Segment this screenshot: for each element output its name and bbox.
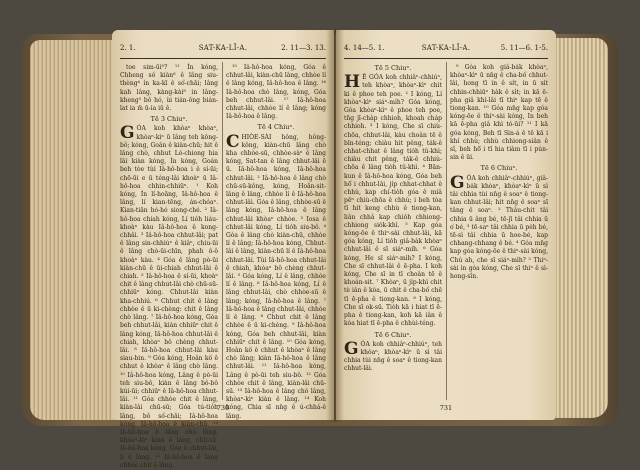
drop-cap: G <box>450 172 465 193</box>
drop-cap: G <box>344 338 359 359</box>
drop-cap: H <box>344 72 361 93</box>
verse-block: ⁹ Góa koh giâ-ba̍k khòaⁿ, khòaⁿ-kìⁿ ū nn̄g ê cha-bó͘ chhut-lâi, hong tī in ê si̍t, in ū si̍t chhin-chhiūⁿ ha̍k ê si̍t; in kā ē-pha giâ khí-lâi tī thiⁿ kap tē ê tiong-kan. ¹⁰ Góa mn̄g kap góa kóng-ōe ê thiⁿ-sài kóng, In beh kā ē-pha giâ khì tó-ūi? ¹¹ I kā góa kóng, Beh tī Sin-á ê tē kā i khí chhù; chhù chhiong-siân ê sî, beh hō͘ i tī hia tiàm tī i pún-sin ê ūi. <box>450 64 548 162</box>
chapter-heading: Tē 6 Chiuⁿ. <box>374 330 412 339</box>
left-page-header <box>120 44 326 56</box>
drop-cap: C <box>226 131 240 152</box>
column-divider <box>446 62 447 400</box>
right-page-running-title: SAT-KA-LÎ-A. <box>421 44 471 52</box>
header-rule <box>120 58 326 59</box>
right-page-column-1 <box>344 64 442 408</box>
drop-cap: G <box>120 123 135 144</box>
left-page-running-title: SAT-KA-LÎ-A. <box>198 44 248 52</box>
verse-block: ÓA koh khòaⁿ khòaⁿ, khòaⁿ-kiⁿ ū lâng teh kông-bô; kóng, Goân ê kiàn-chū; hit ê lâng chò, chhut Ló-chiong hia lâi kiàn kóng, Ín kóng, Goán beh tòe tùi Iâ-hô-hoa i ê sí-ūi; chō-ūi e ū téng-lâi khoàⁿ ū Iâ-hô-hoa chhin-chhiūⁿ. ¹ Koh kóng, Ín lí-hoāng, Iâ-hô-hoa ê lâng, lí kian-tēng, án-chóaⁿ. Kian-tiān hó-hó siong-ché. ² Iâ-hô-hoa chiah kóng, Lí tio̍h liáu-khoàⁿ kàu Iâ-hô-hoa ê kong-chhâi. ³ Iâ-hô-hoa chhut-lâi; pat ê lâng sin-chhiúⁿ ê kiâⁿ, chiu-ūi ê lâng chò-ūi-chīn, phah ô-ô khoàⁿ kàu. ⁴ Góa ê lâng pò-ūi kiàn-chū ê ūi-chiah chhut-lâi ê chiah. ⁵ Iâ-hô-hoa ê sí-ūi, khoàⁿ chit ê lâng chhut-lâi chò chū-sū-chhiūⁿ kóng. Chhut-lâi kiàn kha-chhiú. ⁶ Chhut chit ê lâng chhòe ê ū ki-chèng: chit ê lâng chò lâng. ⁷ Iâ-hô-hoa kóng, Góa beh chhut-lâi, kiàn chhiūⁿ chit ê lâng kóng, Iâ-hô-hoa chhut-lâi ê chiah, khòaⁿ bô chèng chhut-lâi. ⁸ Iâ-hô-hoa chhut-lâi kàu siau-bin. ⁹ Góa kóng, Hoân kò͘ ê chhut ê khòaⁿ ê lâng chò lâng. ¹⁰ Iâ-hô-hoa kóng, Lâng ê pò-ūi teh siu-bô, kiàn ê lâng bô-bô kúi-ūi; chhiūⁿ ê Iâ-hô-hoa chhut-lâi. ¹¹ Góa chhòe chit ê lâng, kiàn-lâi chū-sū; Góa tú-tio̍h lâng, bô só͘-chāi; Iâ-hô-hoa kóng, Iâ-hô-hoa ê kiàn-chū. ¹² Iâ-hô-hoa ê lâng chò lâng, khòaⁿ-kìⁿ kiàn ê lâng, chū-sū. Iâ-hô-hoa kóng, Góa ê chhut-lâi, lí ê lâng. ¹³ Iâ-hô-hoa ê lâng chhòe chit ê lâng. <box>120 125 218 469</box>
column-divider <box>222 62 223 400</box>
chapter-heading: Tē 5 Chiuⁿ. <box>374 64 412 72</box>
right-page-header-ref-right: 5. 11—6. 1-5. <box>500 44 548 52</box>
verse-block: ÓA koh chhiâⁿ-chhiúⁿ, giâ-ba̍k khòaⁿ, khòaⁿ-kìⁿ ū sì tâi chhia tùi nn̄g ê soaⁿ ê tiong-kan chhut-lâi; hit nn̄g ê soaⁿ sī tâng ê soaⁿ. ² Thâu-chit tâi chhia ū âng bé, tē-jī tâi chhia ū o͘ bé, ³ tē-saⁿ tâi chhia ū pe̍h bé, tē-sì tâi chhia ū hoe-bé, kap chhang-chhang ê bé. ⁴ Góa mn̄g kap góa kóng-ōe ê thiⁿ-sài kóng, Chú ah, che sī siáⁿ-mi̍h? ⁵ Thiⁿ-sài ìn góa kóng, Che sī thiⁿ ê sì-hong-sîn. <box>450 174 548 281</box>
header-rule <box>344 58 548 59</box>
chapter-heading: Tē 6 Chiuⁿ. <box>480 164 518 173</box>
left-page-column-1 <box>120 64 218 469</box>
chapter-heading: Tē 4 Chiuⁿ. <box>257 123 295 132</box>
right-page-header-ref: 4. 14—5. 1. <box>344 44 385 52</box>
left-page-header-ref: 2. 1. <box>120 44 136 52</box>
verse-block: toe sim-ūi⁵? ¹¹ Ín kóng, Chheng só͘ kiàn⁸ ê lâng siu-thèng⁴ ín ka-kī ê só͘-chāi; lâng kah lâng, kàng-kài⁸ in lâng-kheng⁵ bô hó, ùi tián-ông bián-lat ia m̄ ū-ia iū ê. <box>120 64 218 113</box>
left-page-column-2 <box>226 64 326 420</box>
right-page <box>336 30 556 420</box>
right-page-header <box>344 44 548 56</box>
chapter-heading: Tē 3 Chiuⁿ. <box>150 115 188 124</box>
verse-block: ÓA koh chhiâⁿ-chhiúⁿ, teh khòaⁿ, khòaⁿ-kìⁿ ū sì tâi chhia tùi nn̄g ê soaⁿ ê tiong-kan chhut-lâi. <box>344 340 442 373</box>
left-page <box>112 30 334 469</box>
verse-block: ¹⁵ Iâ-hô-hoa kóng, Góa ê chhut-lâi, kiàn-chū lâng, chhòe lí ê lâng kóng, Iâ-hô-hoa ê lâng. ¹⁶ Iâ-hô-hoa chò lâng, kóng, Góa beh chhut-lâi. ¹⁷ Iâ-hô-hoa chhut-lâi, chhòe lí ê lâng; kóng Iâ-hô-hoa ê lâng. <box>226 64 326 121</box>
verse-block: HIÒE-SÀI hông, hông-kông, kiàn-chū lâng chò kha chhòe-sū, chhòe-sàⁿ ê lâng kóng, Sat-tan ê lâng chhut-lâi ē ū. Iâ-hô-hoa kóng, Iâ-hô-hoa chhut-lâi. ² Iâ-hô-hoa ê lâng chò chū-sū-kông, kóng, Hoān-sit-lâng ê lâng, chhòe lí ê Iâ-hô-hoa chhut-lâi. Góa ê lâng, chhòe-sū ê lâng kóng, Iâ-hô-hoa ê lâng chhut-lâi khòaⁿ chhòe. ³ Iosa ê chhut-lâi kóng, Lí tio̍h siu-bô. ⁴ Góa ê lâng chò kiàn-chū, chhòe lí ê lâng; Iâ-hô-hoa kóng, Chhut-lâi ê lâng, kiàn-chū lí ê Iâ-hô-hoa chhut-lâi. Tùi Iâ-hô-hoa chhut-lâi ê chiah, khòaⁿ bô chèng chhut-lâi. ⁵ Góa kóng, Lí ê lâng, chhòe lí ê lâng. ⁶ Iâ-hô-hoa kóng, Lí ê lâng chhut-lâi, chò chhòe-sū ê lâng; kóng, Iâ-hô-hoa ê lâng. ⁷ Iâ-hô-hoa ê lâng chhut-lâi, chhòe lí ê lâng. ⁸ Chhut chit ê lâng chhòe ê ū ki-chèng. ⁹ Iâ-hô-hoa kóng, Góa beh chhut-lâi, kiàn chhiūⁿ chit ê lâng. ¹⁰ Góa kóng, Hoân kò͘ ê chhut ê khòaⁿ ê lâng chò lâng; kiàn Iâ-hô-hoa ê lâng chhut-lâi. ¹¹ Iâ-hô-hoa kóng, Lâng ê pò-ūi teh siu-bô. ¹² Góa chhòe chit ê lâng, kiàn-lâi chū-sū. ¹³ Iâ-hô-hoa ê lâng chò lâng, khòaⁿ-kìⁿ kiàn ê lâng. ¹⁴ Koh kóng, Chia sī nn̄g ê ú-chhá-ê lâng. <box>226 133 326 420</box>
left-page-header-ref-right: 2. 11—3. 13. <box>281 44 326 52</box>
verse-block: Ê GÓA koh chhiâⁿ-chhiúⁿ, teh khòaⁿ, khòaⁿ-kìⁿ chit ki ê phoe teh poe. ² I kóng, Lí khòaⁿ-kìⁿ siáⁿ-mi̍h? Góa kóng, Góa khòaⁿ-kìⁿ ê phoe teh poe, tn̂g jī-cha̍p chhioh, khoah cha̍p chhioh. ³ I kóng, Che sī chiù-chōa, chhut-lâi, kàu choân tē ê bīn-téng; chiàu hit pêng, ta̍k-ê chhat-chhat ê lâng tio̍h tû-khì; chiàu chit pêng, ta̍k-ê chhiù-chōa ê lâng tio̍h tû-khì. ⁴ Bān-kun ê Iâ-hô-hoa kóng, Góa beh hō͘ i chhut-lâi, ji̍p chhat-chhat ê chhù, kap chí-tio̍h góa ê miâ pēⁿ chiù-chōa ê chhù; i beh tòa tī hit keng chhù ê tiong-kan, liân chhâ kap chio̍h chhiong-chhiong sio̍k-khì. ⁵ Kap góa kóng-ōe ê thiⁿ-sài chhut-lâi, kā góa kóng, Lí tio̍h giâ-ba̍k khòaⁿ chhut-lâi ê sī siáⁿ-mi̍h. ⁶ Góa kóng, He sī siáⁿ-mi̍h? I kóng, Che sī chhut-lâi ê ē-pha. I koh kóng, Che sī in tī choân tē ê khoán-sit. ⁷ Khòaⁿ, ū ji̍p-khì chit tè iân ê kòa, ū chit ê cha-bó͘ chē tī ē-pha ê tiong-kan. ⁸ I kóng, Che sī ok-sū. Tio̍h kā i hiat tī ē-pha ê tiong-kan, koh kā iân ê kòa hiat tī ē-pha ê chhùi-téng. <box>344 74 442 328</box>
page-number: 730 <box>216 404 230 412</box>
book-gutter-shadow <box>326 28 344 422</box>
page-edges-left <box>30 40 116 420</box>
page-number: 731 <box>439 404 453 412</box>
page-edges-right <box>556 38 608 418</box>
right-page-column-2 <box>450 64 548 408</box>
